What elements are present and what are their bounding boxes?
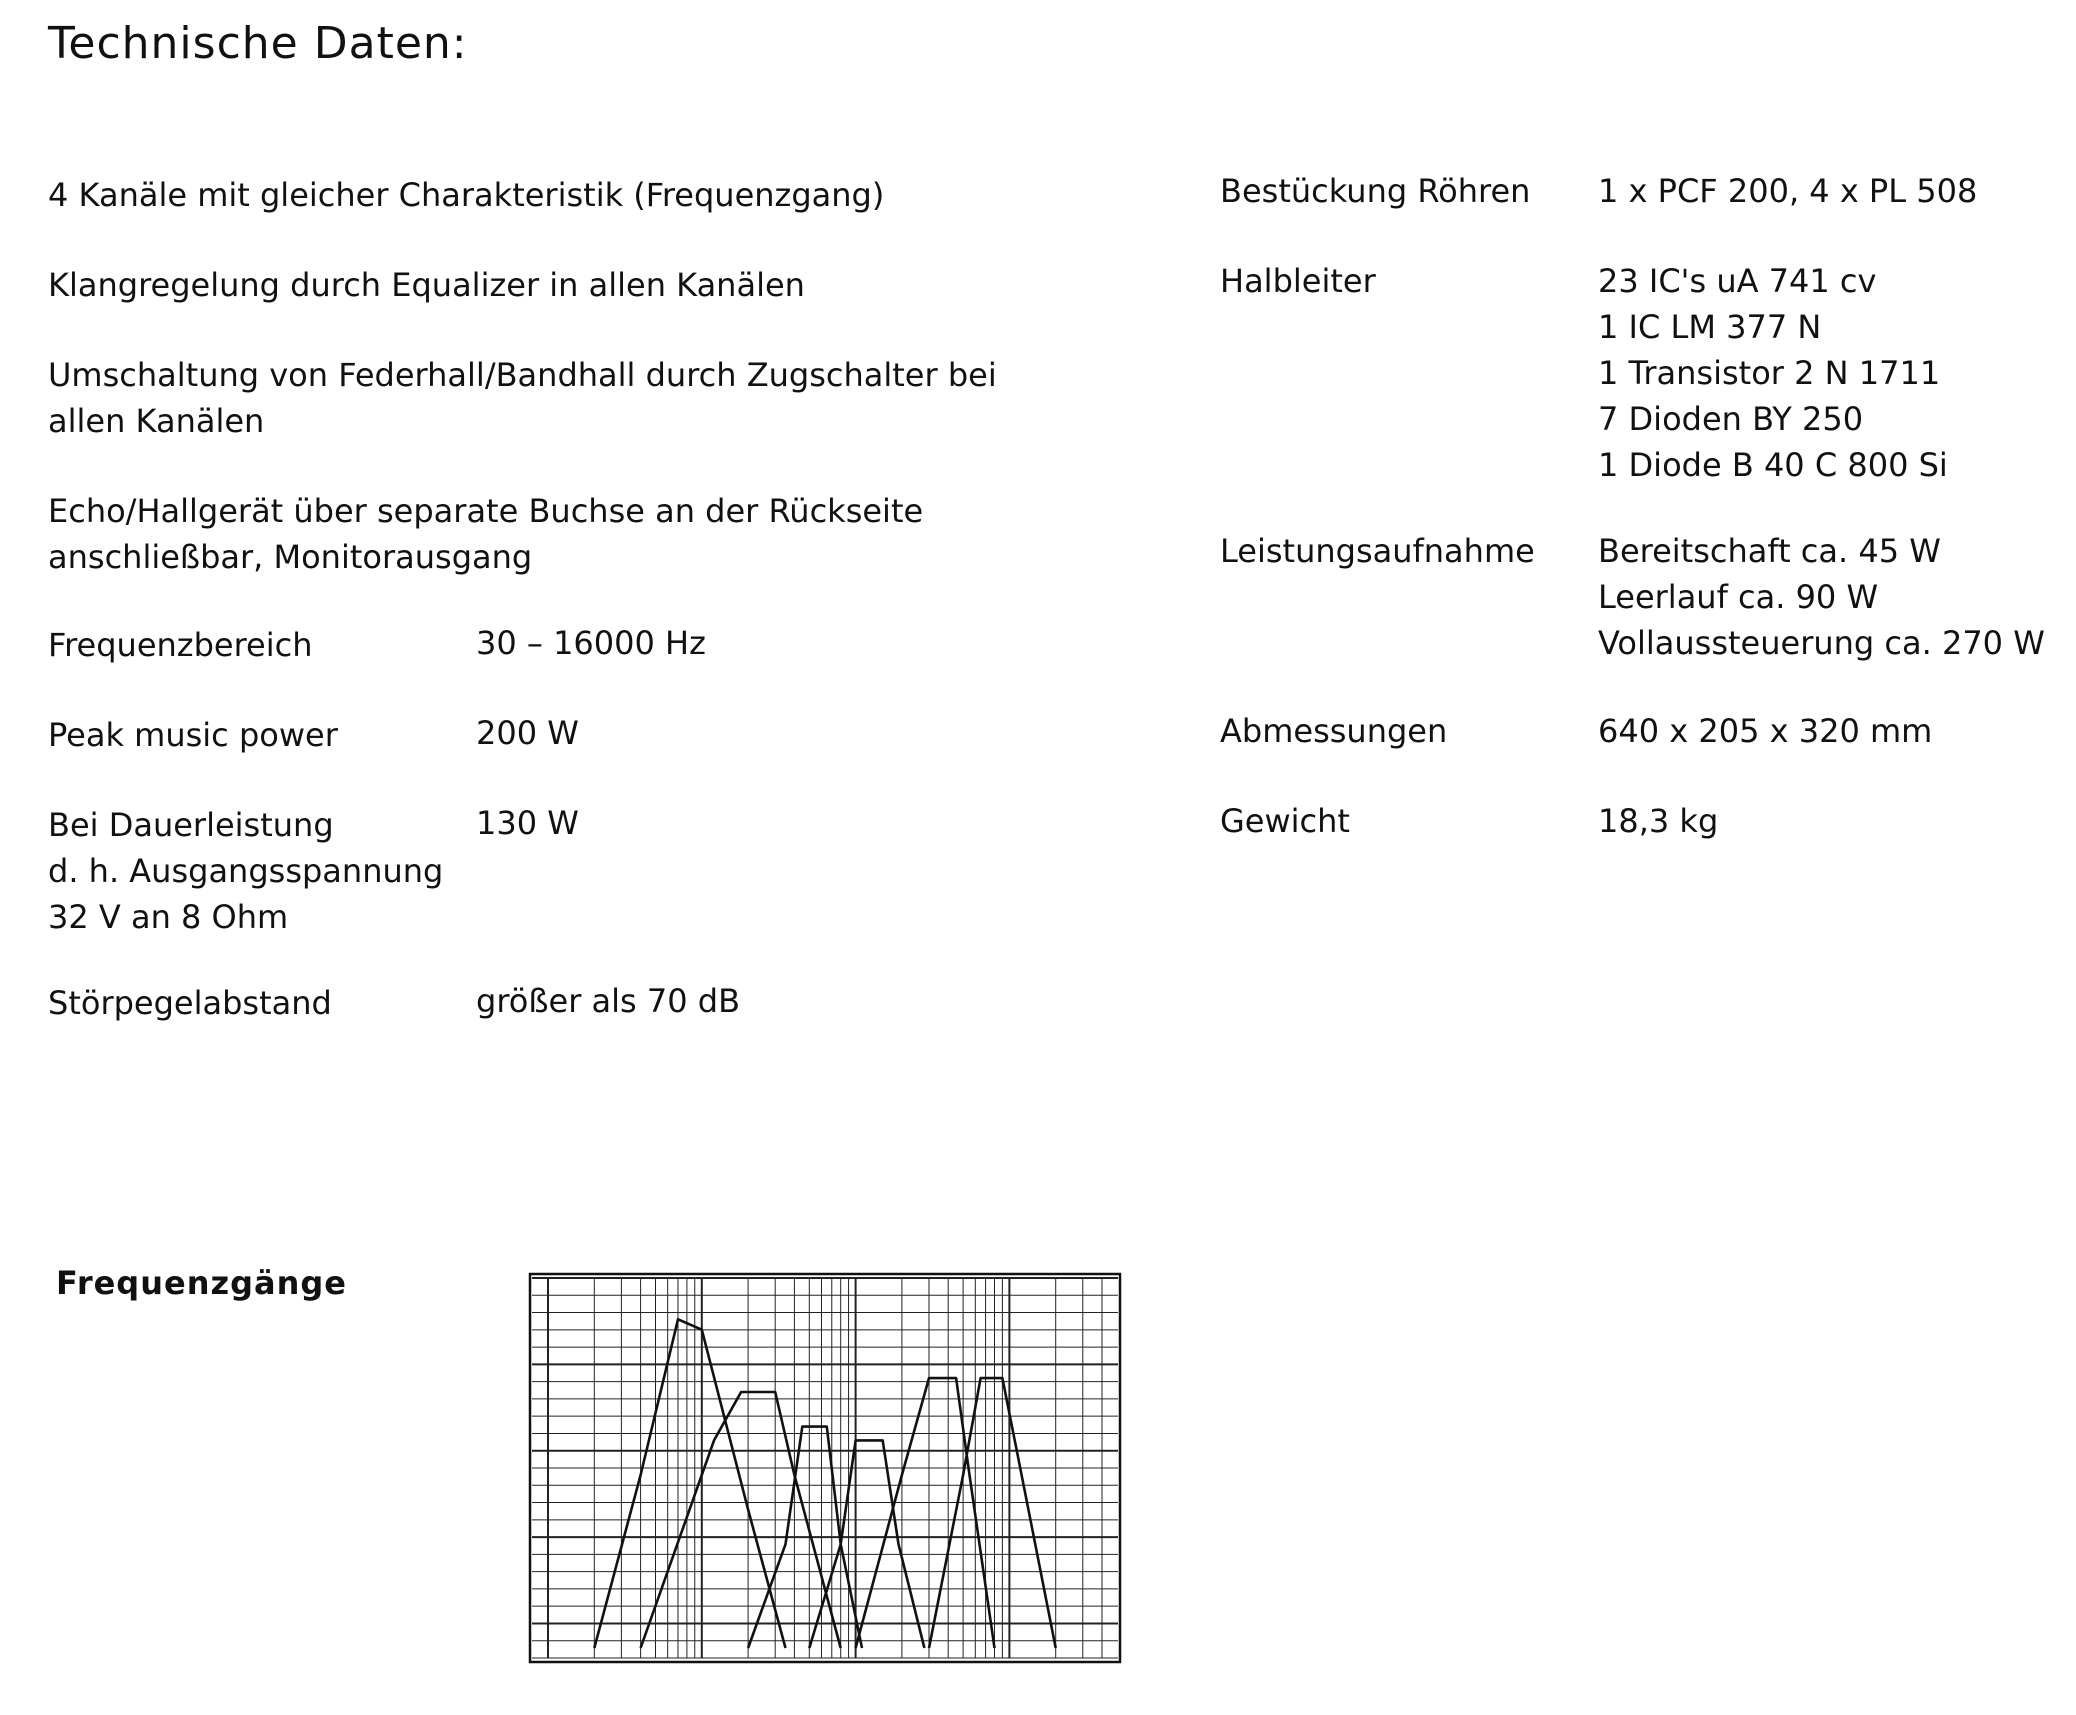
spec-value-tubes (1598, 168, 1977, 214)
spec-value-noise-ratio: größer als 70 dB (476, 982, 741, 1020)
feature-equalizer: Klangregelung durch Equalizer in allen Kanälen (48, 266, 805, 304)
spec-value-power-consumption-line-3: Vollaussteuerung ca. 270 W (1598, 624, 2045, 662)
spec-value-weight-line-1: 18,3 kg (1598, 802, 1719, 840)
chart-heading: Frequenzgänge (56, 1264, 347, 1302)
spec-label-noise-ratio: Störpegelabstand (48, 984, 332, 1022)
spec-value-weight (1598, 798, 1718, 844)
spec-label-weight: Gewicht (1220, 802, 1350, 840)
spec-label-power-consumption: Leistungsaufnahme (1220, 532, 1535, 570)
spec-label-tubes: Bestückung Röhren (1220, 172, 1531, 210)
spec-value-semiconductors-line-3: 1 Transistor 2 N 1711 (1598, 354, 1941, 392)
spec-label-continuous-power (48, 802, 443, 940)
spec-label-continuous-power-line-3: 32 V an 8 Ohm (48, 898, 289, 936)
spec-value-semiconductors-line-1: 23 IC's uA 741 cv (1598, 262, 1877, 300)
spec-value-semiconductors (1598, 258, 1948, 488)
spec-label-peak-music-power: Peak music power (48, 716, 338, 754)
feature-echo-socket: Echo/Hallgerät über separate Buchse an der Rückseite anschließbar, Monitorausgang (48, 492, 924, 576)
spec-value-continuous-power: 130 W (476, 804, 579, 842)
spec-value-semiconductors-line-5: 1 Diode B 40 C 800 Si (1598, 446, 1948, 484)
spec-label-continuous-power-line-2: d. h. Ausgangsspannung (48, 852, 444, 890)
page-title: Technische Daten: (48, 18, 468, 69)
spec-value-power-consumption-line-2: Leerlauf ca. 90 W (1598, 578, 1879, 616)
spec-value-dimensions (1598, 708, 1932, 754)
feature-reverb-switch: Umschaltung von Federhall/Bandhall durch Zugschalter bei allen Kanälen (48, 356, 997, 440)
spec-value-peak-music-power: 200 W (476, 714, 579, 752)
spec-value-tubes-line-1: 1 x PCF 200, 4 x PL 508 (1598, 172, 1978, 210)
spec-value-frequency-range: 30 – 16000 Hz (476, 624, 706, 662)
feature-channels: 4 Kanäle mit gleicher Charakteristik (Frequenzgang) (48, 176, 885, 214)
spec-value-power-consumption (1598, 528, 2045, 666)
spec-label-semiconductors: Halbleiter (1220, 262, 1376, 300)
spec-label-continuous-power-line-1: Bei Dauerleistung (48, 806, 334, 844)
spec-value-power-consumption-line-1: Bereitschaft ca. 45 W (1598, 532, 1941, 570)
spec-value-semiconductors-line-4: 7 Dioden BY 250 (1598, 400, 1864, 438)
spec-label-frequency-range: Frequenzbereich (48, 626, 313, 664)
spec-value-semiconductors-line-2: 1 IC LM 377 N (1598, 308, 1822, 346)
frequency-response-chart (528, 1272, 1122, 1664)
spec-value-dimensions-line-1: 640 x 205 x 320 mm (1598, 712, 1933, 750)
spec-label-dimensions: Abmessungen (1220, 712, 1448, 750)
